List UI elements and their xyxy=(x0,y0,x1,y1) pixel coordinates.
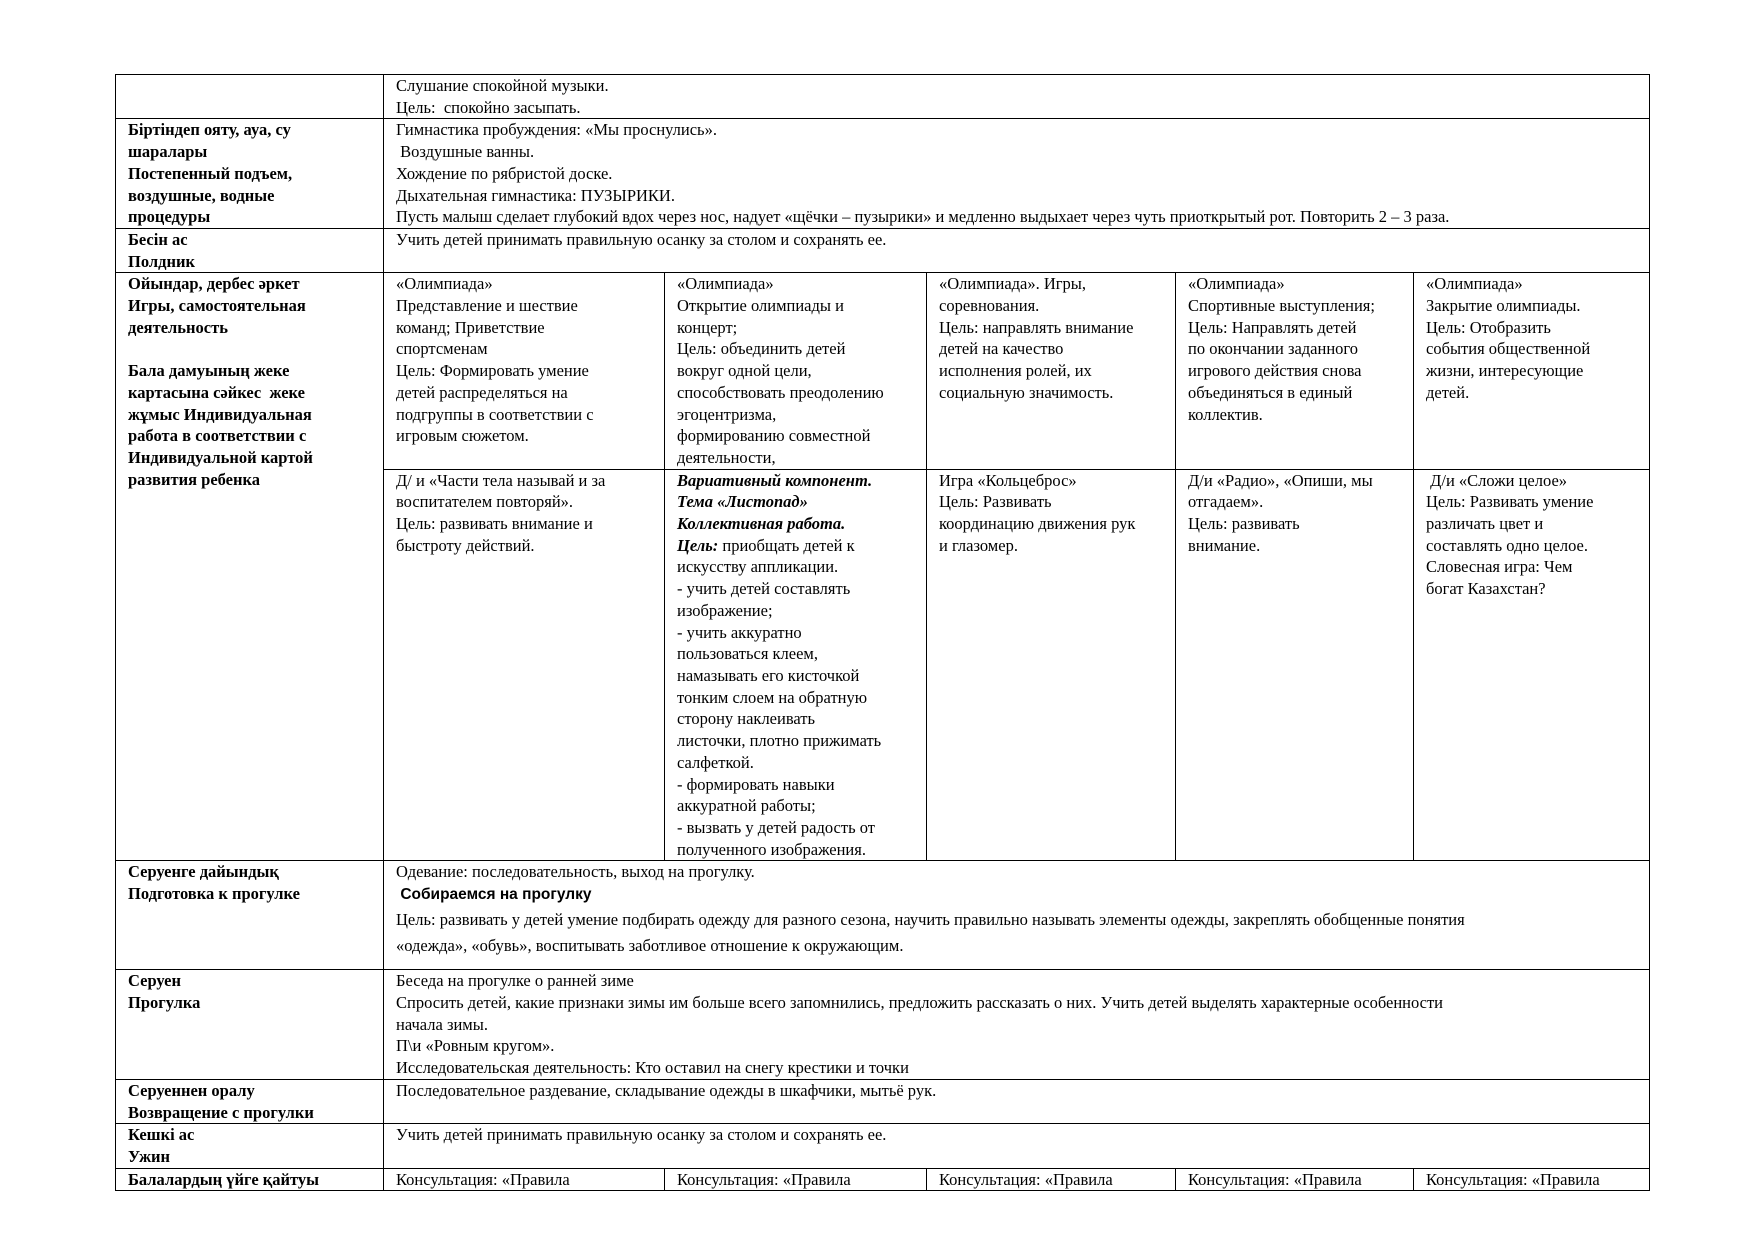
row-label-music xyxy=(116,75,384,119)
home-day5: Консультация: «Правила xyxy=(1414,1168,1650,1191)
row-label-return: Серуеннен оралу Возвращение с прогулки xyxy=(116,1079,384,1123)
prep-walk-content: Одевание: последовательность, выход на прогулку. Собираемся на прогулку Цель: развивать у детей умение подбирать одежду для разного сезона, научить правильно называть элементы одежды, закреплять обобщенные понятия «одежда», «обувь», воспитывать заботливое отношение к окружающим. xyxy=(384,861,1650,970)
snack-content: Учить детей принимать правильную осанку за столом и сохранять ее. xyxy=(384,228,1650,272)
music-content: Слушание спокойной музыки. Цель: спокойно засыпать. xyxy=(384,75,1650,119)
dinner-content: Учить детей принимать правильную осанку за столом и сохранять ее. xyxy=(384,1124,1650,1168)
games-day4: «Олимпиада» Спортивные выступления; Цель: Направлять детей по окончании заданного игрового действия снова объединяться в единый коллектив. xyxy=(1176,273,1414,469)
row-dinner xyxy=(116,1124,1650,1168)
return-content: Последовательное раздевание, складывание одежды в шкафчики, мытьё рук. xyxy=(384,1079,1650,1123)
home-day4: Консультация: «Правила xyxy=(1176,1168,1414,1191)
individual-day1: Д/ и «Части тела называй и за воспитателем повторяй». Цель: развивать внимание и быстроту действий. xyxy=(384,469,665,861)
row-prep-walk xyxy=(116,861,1650,970)
row-label-games: Ойындар, дербес әркет Игры, самостоятельная деятельность Бала дамуының жеке картасына сәйкес жеке жұмыс Индивидуальная работа в соответствии с Индивидуальной картой развития ребенка xyxy=(116,273,384,861)
row-label-dinner: Кешкі ас Ужин xyxy=(116,1124,384,1168)
wakeup-content: Гимнастика пробуждения: «Мы проснулись». Воздушные ванны. Хождение по рябристой доске. Дыхательная гимнастика: ПУЗЫРИКИ. Пусть малыш сделает глубокий вдох через нос, надует «щёчки – пузырики» и медленно выдыхает через чуть приоткрытый рот. Повторить 2 – 3 раза. xyxy=(384,119,1650,229)
row-snack xyxy=(116,228,1650,272)
home-day3: Консультация: «Правила xyxy=(927,1168,1176,1191)
individual-day5: Д/и «Сложи целое» Цель: Развивать умение различать цвет и составлять одно целое. Словесная игра: Чем богат Казахстан? xyxy=(1414,469,1650,861)
individual-day3: Игра «Кольцеброс» Цель: Развивать координацию движения рук и глазомер. xyxy=(927,469,1176,861)
row-walk xyxy=(116,970,1650,1080)
daily-plan-table xyxy=(115,74,1650,1191)
individual-day4: Д/и «Радио», «Опиши, мы отгадаем». Цель: развивать внимание. xyxy=(1176,469,1414,861)
row-return xyxy=(116,1079,1650,1123)
individual-day2: Вариативный компонент. Тема «Листопад» Коллективная работа. Цель: приобщать детей к искусству аппликации. - учить детей составлять изображение; - учить аккуратно пользоваться клеем, намазывать его кисточкой тонким слоем на обратную сторону наклеивать листочки, плотно прижимать салфеткой. - формировать навыки аккуратной работы; - вызвать у детей радость от полученного изображения. xyxy=(665,469,927,861)
games-day2: «Олимпиада» Открытие олимпиады и концерт; Цель: объединить детей вокруг одной цели, способствовать преодолению эгоцентризма, формированию совместной деятельности, xyxy=(665,273,927,469)
home-day1: Консультация: «Правила xyxy=(384,1168,665,1191)
home-day2: Консультация: «Правила xyxy=(665,1168,927,1191)
row-music xyxy=(116,75,1650,119)
row-games-upper xyxy=(116,273,1650,469)
walk-content: Беседа на прогулке о ранней зиме Спросить детей, какие признаки зимы им больше всего запомнились, предложить рассказать о них. Учить детей выделять характерные особенности начала зимы. П\и «Ровным кругом». Исследовательская деятельность: Кто оставил на снегу крестики и точки xyxy=(384,970,1650,1080)
row-label-walk: Серуен Прогулка xyxy=(116,970,384,1080)
row-label-wakeup: Біртіндеп ояту, ауа, су шаралары Постепенный подъем, воздушные, водные процедуры xyxy=(116,119,384,229)
row-label-home: Балалардың үйге қайтуы xyxy=(116,1168,384,1191)
games-day5: «Олимпиада» Закрытие олимпиады. Цель: Отобразить события общественной жизни, интересующие детей. xyxy=(1414,273,1650,469)
games-day3: «Олимпиада». Игры, соревнования. Цель: направлять внимание детей на качество исполнения ролей, их социальную значимость. xyxy=(927,273,1176,469)
row-wakeup xyxy=(116,119,1650,229)
games-day1: «Олимпиада» Представление и шествие команд; Приветствие спортсменам Цель: Формировать умение детей распределяться на подгруппы в соответствии с игровым сюжетом. xyxy=(384,273,665,469)
row-label-snack: Бесін ас Полдник xyxy=(116,228,384,272)
row-label-prep-walk: Серуенге дайындық Подготовка к прогулке xyxy=(116,861,384,970)
row-home xyxy=(116,1168,1650,1191)
